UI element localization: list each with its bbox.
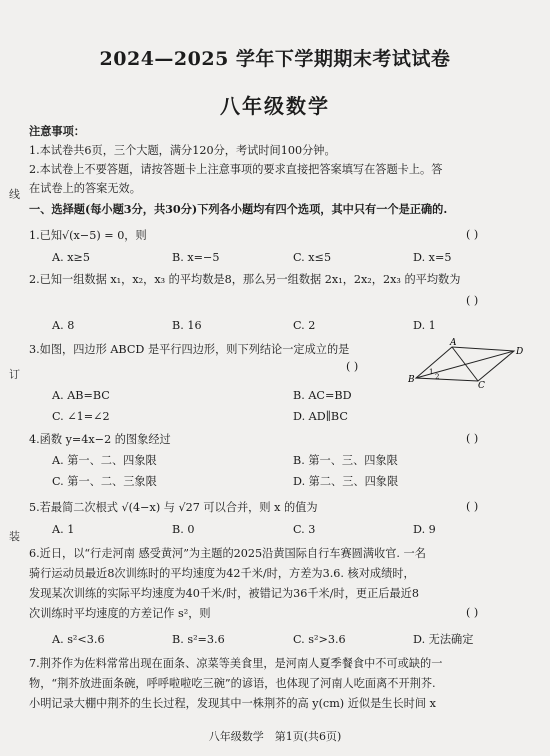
exam-title: 2024—2025 学年下学期期末考试试卷 xyxy=(99,48,451,70)
angle-label-1: 1 xyxy=(429,368,434,376)
question-6-line-4: 次训练时平均速度的方差记作 s²，则 xyxy=(29,607,211,620)
exam-subtitle: 八年级数学 xyxy=(220,94,330,118)
vertex-label-c: C xyxy=(478,381,485,388)
q3-option-d: D. AD∥BC xyxy=(293,410,348,423)
q1-option-d: D. x=5 xyxy=(413,251,452,264)
q6-option-d: D. 无法确定 xyxy=(413,633,474,646)
notice-item-2-line2: 在试卷上的答案无效。 xyxy=(29,182,141,195)
notice-item-1: 1.本试卷共6页，三个大题，满分120分，考试时间100分钟。 xyxy=(29,144,336,157)
q4-option-d: D. 第二、三、四象限 xyxy=(293,475,399,488)
q2-option-a: A. 8 xyxy=(52,319,75,332)
page-footer: 八年级数学 第1页(共6页) xyxy=(208,730,342,743)
question-2-answer-paren: ( ) xyxy=(466,294,479,307)
question-7-line-3: 小明记录大棚中荆芥的生长过程，发现其中一株荆芥的高 y(cm) 近似是生长时间 x xyxy=(29,697,436,710)
q2-option-d: D. 1 xyxy=(413,319,436,332)
parallelogram-figure xyxy=(408,336,526,388)
question-4-answer-paren: ( ) xyxy=(466,432,479,445)
question-6-line-2: 骑行运动员最近8次训练时的平均速度为42千米/时，方差为3.6. 核对成绩时， xyxy=(29,567,415,580)
q4-option-b: B. 第一、三、四象限 xyxy=(293,454,398,467)
angle-label-2: 2 xyxy=(435,373,440,381)
question-7-line-2: 物，“荆芥放进面条碗，呼呼啦啦吃三碗”的谚语，也体现了河南人吃面离不开荆芥. xyxy=(29,677,436,690)
q5-option-d: D. 9 xyxy=(413,523,436,536)
question-5-answer-paren: ( ) xyxy=(466,500,479,513)
q1-option-b: B. x=−5 xyxy=(172,251,220,264)
vertex-label-b: B xyxy=(408,375,415,385)
q1-option-c: C. x≤5 xyxy=(293,251,332,264)
question-2-stem: 2.已知一组数据 x₁，x₂，x₃ 的平均数是8，那么另一组数据 2x₁，2x₂，2x₃ 的平均数为 xyxy=(29,273,461,286)
question-1-answer-paren: ( ) xyxy=(466,228,479,241)
q6-option-a: A. s²<3.6 xyxy=(52,633,105,646)
question-1-stem: 1.已知√(x−5) = 0，则 xyxy=(29,229,147,242)
q2-option-c: C. 2 xyxy=(293,319,316,332)
section-heading: 一、选择题(每小题3分，共30分)下列各小题均有四个选项，其中只有一个是正确的. xyxy=(29,202,448,216)
question-3-stem: 3.如图，四边形 ABCD 是平行四边形，则下列结论一定成立的是 xyxy=(29,343,350,356)
q6-option-b: B. s²=3.6 xyxy=(172,633,225,646)
q3-option-a: A. AB=BC xyxy=(52,389,110,402)
notice-item-2-line1: 2.本试卷上不要答题，请按答题卡上注意事项的要求直接把答案填写在答题卡上。答 xyxy=(29,163,443,176)
q5-option-c: C. 3 xyxy=(293,523,316,536)
q4-option-c: C. 第一、二、三象限 xyxy=(52,475,157,488)
question-7-line-1: 7.荆芥作为佐料常常出现在面条、凉菜等美食里，是河南人夏季餐食中不可或缺的一 xyxy=(29,657,443,670)
question-3-answer-paren: ( ) xyxy=(346,360,359,373)
q2-option-b: B. 16 xyxy=(172,319,202,332)
q4-option-a: A. 第一、二、四象限 xyxy=(52,454,157,467)
binding-mark-middle: 订 xyxy=(9,368,20,381)
q6-option-c: C. s²>3.6 xyxy=(293,633,346,646)
question-6-line-1: 6.近日，以“行走河南 感受黄河”为主题的2025沿黄国际自行车赛圆满收官. 一名 xyxy=(29,547,426,560)
q1-option-a: A. x≥5 xyxy=(52,251,90,264)
q5-option-b: B. 0 xyxy=(172,523,195,536)
question-4-stem: 4.函数 y=4x−2 的图象经过 xyxy=(29,433,171,446)
vertex-label-d: D xyxy=(516,347,524,357)
question-6-answer-paren: ( ) xyxy=(466,606,479,619)
question-5-stem: 5.若最简二次根式 √(4−x) 与 √27 可以合并，则 x 的值为 xyxy=(29,501,318,514)
vertex-label-a: A xyxy=(450,338,457,348)
q5-option-a: A. 1 xyxy=(52,523,75,536)
q3-option-b: B. AC=BD xyxy=(293,389,352,402)
q3-option-c: C. ∠1=∠2 xyxy=(52,410,110,423)
question-6-line-3: 发现某次训练的实际平均速度为40千米/时，被错记为36千米/时，更正后最近8 xyxy=(29,587,419,600)
binding-mark-bottom: 装 xyxy=(9,530,20,543)
notice-heading: 注意事项： xyxy=(29,124,85,138)
binding-mark-top: 线 xyxy=(9,188,20,201)
